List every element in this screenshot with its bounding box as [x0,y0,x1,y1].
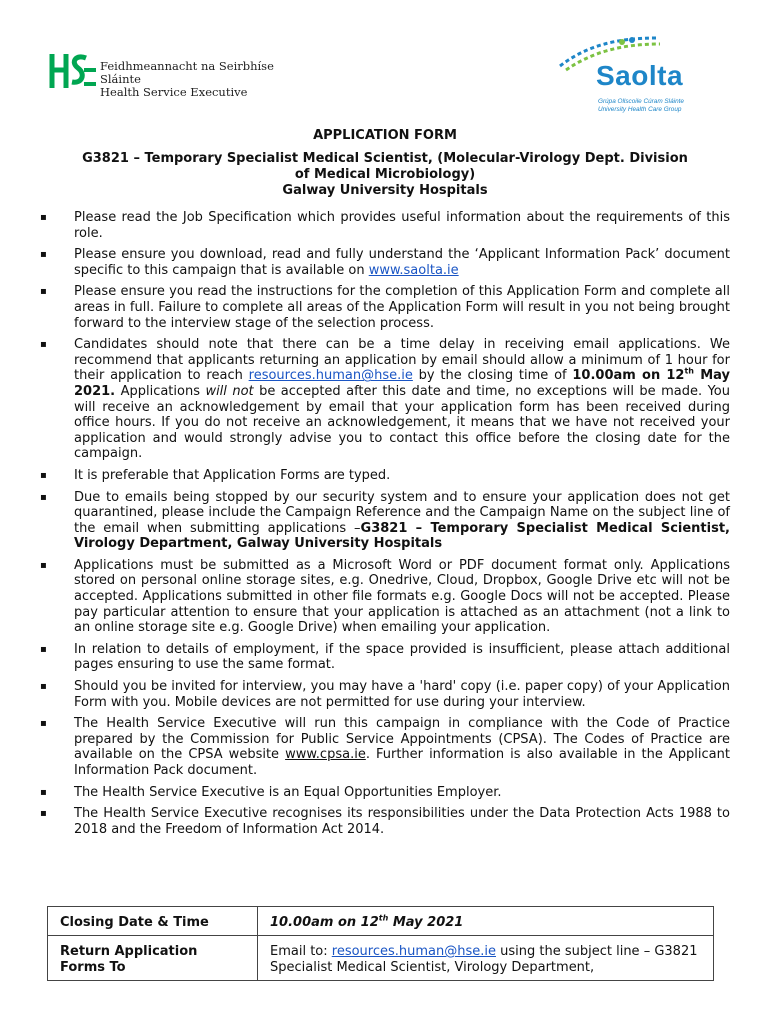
closing-date-value [258,907,714,936]
bullet-text: Applications must be submitted as a Microsoft Word or PDF document format only. Applications stored on personal online storage sites, e.g. Onedrive, Cloud, Dropbox, Google Drive etc will not be accepted. Applications submitted in other file formats e.g. Google Docs will not be accepted. Please pay particular attention to ensure that your application is attached as an attachment (not a link to an online storage site e.g. Google Drive) when emailing your application. [74,557,730,636]
closing-date-text: 10.00am on 12 [270,915,379,930]
bullet-text: be accepted after this date and time, no exceptions will be made. You will receive an acknowledgement by email that your application form has been received during office hours. If you do not receive an acknowledgement, it means that we have not received your application and would strongly advise you to contact this office before the closing date for the campaign. [74,383,730,462]
email-link[interactable]: resources.human@hse.ie [248,368,413,384]
bullet-text: The Health Service Executive is an Equal Opportunities Employer. [74,784,502,800]
list-item [30,785,730,801]
return-email-link[interactable]: resources.human@hse.ie [331,944,496,959]
hse-logo-line2: Health Service Executive [100,85,248,99]
saolta-website-link[interactable]: www.saolta.ie [368,262,459,278]
bullet-text: Applications [115,383,206,399]
bullet-text: Please ensure you read the instructions for the completion of this Application Form and complete all areas in full. Failure to complete all areas of the Application Form will result in you not being brought forward to the interview stage of the selection process. [74,284,730,331]
list-item [30,558,730,636]
bullet-text: The Health Service Executive recognises its responsibilities under the Data Protection Acts 1988 to 2018 and the Freedom of Information Act 2014. [74,806,730,837]
cell-text: using the subject line – G3821 Specialist Medical Scientist, Virology Department, [270,944,698,975]
list-item [30,490,730,552]
cell-text: Email to: [270,944,332,959]
bullet-text: It is preferable that Application Forms are typed. [74,467,391,483]
saolta-logo [548,32,718,122]
bullet-text: Please ensure you download, read and fully understand the ‘Applicant Information Pack’ document specific to this campaign that is available on [74,247,730,278]
hse-logo-text [100,60,286,99]
bullet-text: Candidates should note that there can be a time delay in receiving email applications. We recommend that applicants returning an application by email should allow a minimum of 1 hour for their application to reach [74,337,730,384]
subtitle-line1: G3821 – Temporary Specialist Medical Scientist, (Molecular-Virology Dept. Division [82,151,688,166]
ordinal-suffix: th [684,367,695,377]
table-row [48,907,714,936]
page-title: APPLICATION FORM [313,128,457,143]
hse-logo [46,50,286,98]
bullet-text: . Further information is also available in the Applicant Information Pack document. [74,747,730,778]
closing-date-bold: May 2021. [74,368,730,399]
list-item [30,806,730,837]
list-item [30,210,730,241]
campaign-subtitle [40,151,730,199]
list-item [30,468,730,484]
bullet-text: by the closing time of [412,368,573,384]
subtitle-line3: Galway University Hospitals [282,183,488,198]
return-forms-value [258,936,714,981]
saolta-sub-line2: University Health Care Group [598,106,682,113]
closing-date-bold: 10.00am on 12 [572,368,685,384]
saolta-sub-line1: Grúpa Ollscoile Cúram Sláinte [598,98,684,105]
closing-date-text: May 2021 [388,915,464,930]
list-item [30,337,730,462]
bullet-text: In relation to details of employment, if the space provided is insufficient, please attach additional pages ensuring to use the same format. [74,641,730,673]
table-row [48,936,714,981]
bullet-text: Due to emails being stopped by our security system and to ensure your application does not get quarantined, please include the Campaign Reference and the Campaign Name on the subject line of the email when submitting applications – [74,489,730,536]
saolta-subtitle [598,98,684,114]
hse-logo-line1: Feidhmeannacht na Seirbhíse Sláinte [100,59,274,86]
hse-mark-icon [46,50,98,90]
instructions-list [30,210,730,843]
return-forms-label: Return Application Forms To [48,936,258,981]
subtitle-line2: of Medical Microbiology) [294,167,476,182]
campaign-name-bold: G3821 – Temporary Specialist Medical Scientist, Virology Department, Galway University Hospitals [74,520,730,552]
list-item [30,679,730,710]
closing-date-label: Closing Date & Time [48,907,258,936]
bullet-text: Please read the Job Specification which provides useful information about the requirements of this role. [74,210,730,241]
saolta-name: Saolta [596,60,684,91]
list-item [30,247,730,278]
cpsa-website-link[interactable]: www.cpsa.ie [285,747,366,763]
bullet-text: Should you be invited for interview, you may have a 'hard' copy (i.e. paper copy) of your Application Form with you. Mobile devices are not permitted for use during your interview. [74,679,730,710]
closing-info-table [47,906,714,981]
list-item [30,716,730,778]
list-item [30,284,730,331]
ordinal-suffix: th [378,913,389,923]
list-item [30,642,730,673]
emphasis-text: will not [205,383,254,399]
bullet-text: The Health Service Executive will run this campaign in compliance with the Code of Practice prepared by the Commission for Public Service Appointments (CPSA). The Codes of Practice are available on the CPSA website [74,716,730,763]
